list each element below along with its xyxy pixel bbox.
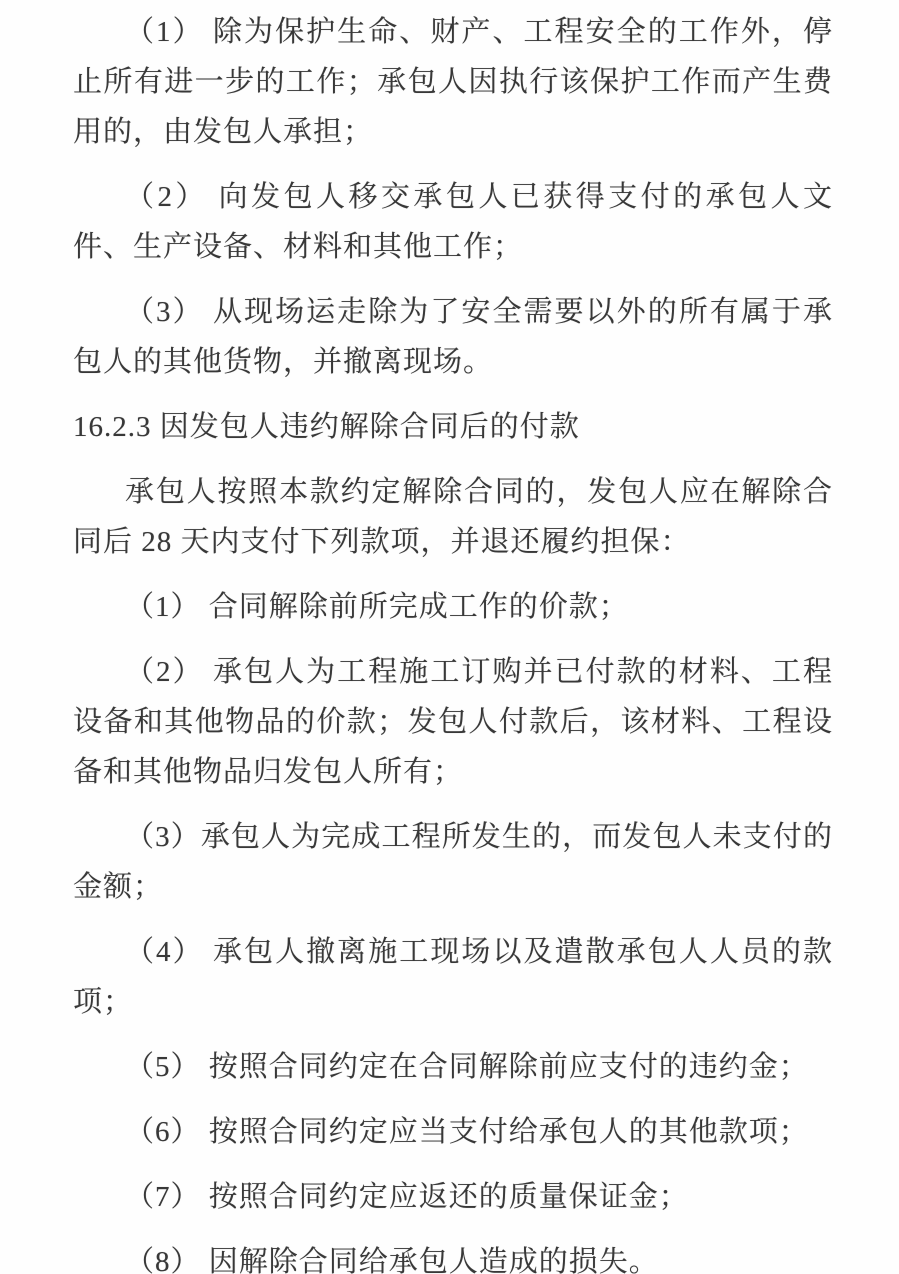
list-item-6b: （6） 按照合同约定应当支付给承包人的其他款项； (125, 1116, 809, 1148)
list-item-2b: （2） 承包人为工程施工订购并已付款的材料、工程设备和其他物品的价款；发包人付款后，该材料、工程设备和其他物品归发包人所有； (73, 656, 833, 788)
list-item-3b: （3）承包人为完成工程所发生的，而发包人未支付的金额； (73, 821, 833, 903)
list-item-1a: （1） 除为保护生命、财产、工程安全的工作外，停止所有进一步的工作；承包人因执行该保护工作而产生费用的，由发包人承担； (73, 16, 833, 148)
list-item-4b: （4） 承包人撤离施工现场以及遣散承包人人员的款项； (73, 936, 833, 1018)
list-item-3a: （3） 从现场运走除为了安全需要以外的所有属于承包人的其他货物，并撤离现场。 (73, 296, 833, 378)
list-item-2a: （2） 向发包人移交承包人已获得支付的承包人文件、生产设备、材料和其他工作； (73, 181, 833, 263)
intro-paragraph: 承包人按照本款约定解除合同的，发包人应在解除合同后 28 天内支付下列款项，并退还履约担保： (73, 476, 833, 558)
list-item-1b: （1） 合同解除前所完成工作的价款； (125, 591, 629, 623)
list-item-7b: （7） 按照合同约定应返还的质量保证金； (125, 1181, 689, 1213)
list-item-8b: （8） 因解除合同给承包人造成的损失。 (125, 1246, 659, 1274)
section-heading: 16.2.3 因发包人违约解除合同后的付款 (73, 411, 580, 443)
list-item-5b: （5） 按照合同约定在合同解除前应支付的违约金； (125, 1051, 809, 1083)
